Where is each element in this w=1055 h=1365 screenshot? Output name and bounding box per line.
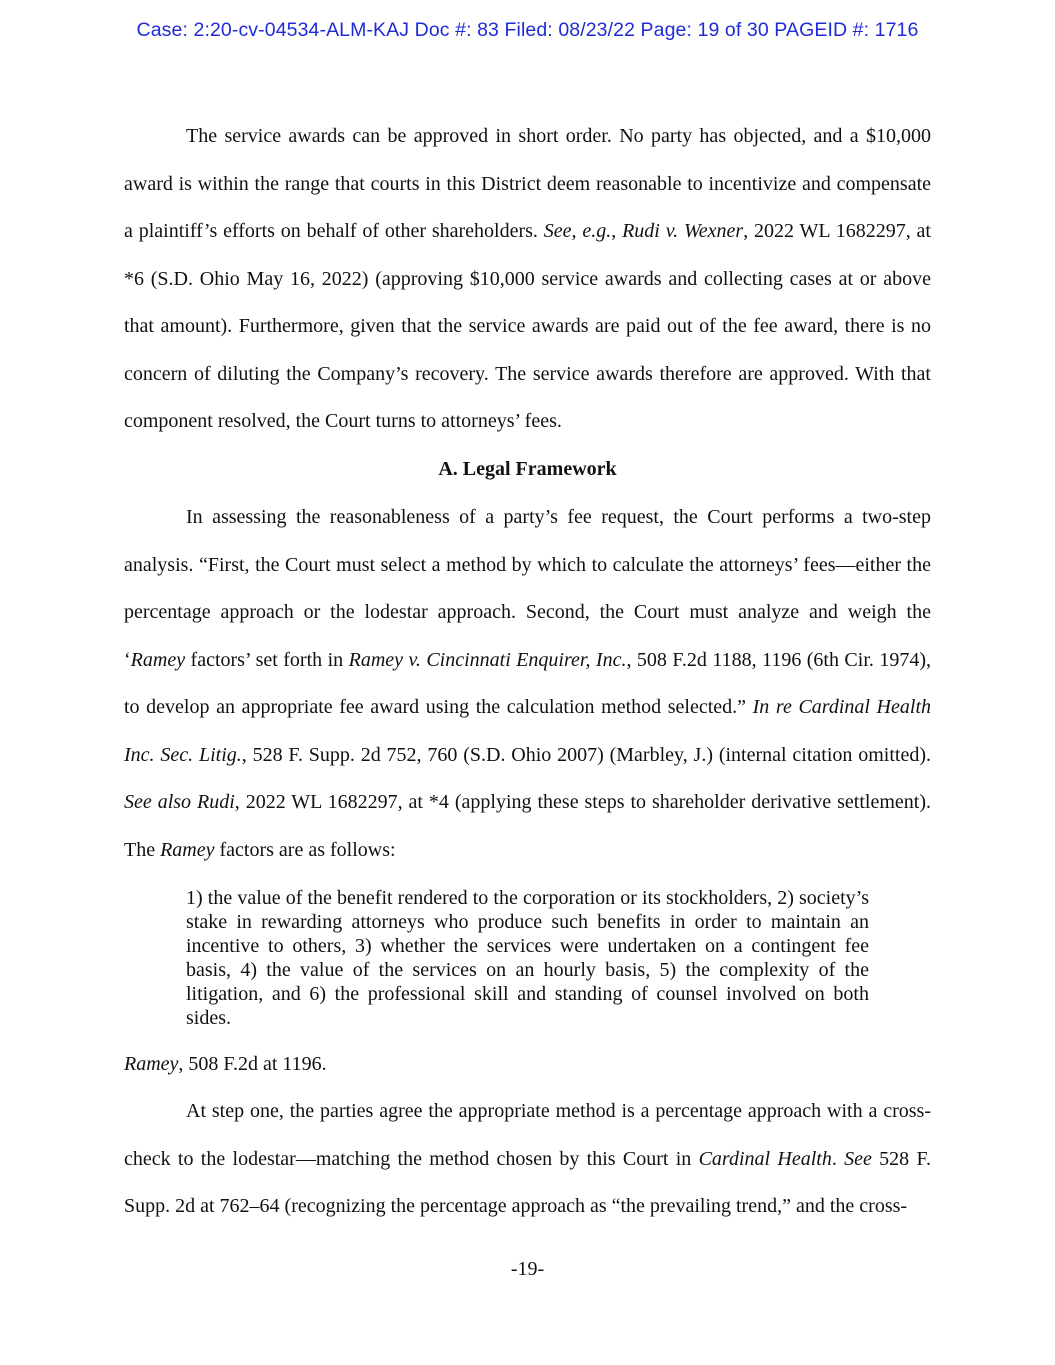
citation-signal: See also Rudi: [124, 791, 235, 813]
case-name: Cardinal Health: [698, 1147, 832, 1170]
paragraph-legal-framework: [124, 494, 931, 874]
case-name: Ramey: [124, 1053, 179, 1075]
paragraph-service-awards: [124, 113, 931, 446]
quote-citation: [124, 1041, 327, 1089]
paragraph-step-one: [124, 1088, 931, 1231]
block-quote-ramey-factors: 1) the value of the benefit rendered to the corporation or its stockholders, 2) society’s stake in rewarding attorneys who produce such benefits in order to maintain an incentive to others, 3) whether the services were undertaken on a contingent fee basis, 4) the value of the services on an hourly basis, 5) the complexity of the litigation, and 6) the professional skill and standing of counsel involved on both sides.: [186, 887, 869, 1029]
case-name: Ramey v. Cincinnati Enquirer, Inc.: [348, 648, 627, 671]
text: factors’ set forth in: [185, 648, 349, 671]
text: At step one, the parties agree the appropriate method is a percentage approach with a cross-check to the lodestar—matching the method chosen by this Court in: [124, 1100, 931, 1170]
text: In assessing the reasonableness of a party’s fee request, the Court performs a two-step analysis. “First, the Court must select a method by which to calculate the attorneys’ fees—either the percentage approach or the lodestar approach. Second, the Court must analyze and weigh the ‘: [124, 506, 931, 671]
section-heading: A. Legal Framework: [438, 458, 617, 480]
text: factors are as follows:: [214, 838, 396, 861]
case-name: Ramey: [130, 648, 186, 671]
text: 528 F. Supp. 2d at 762–64 (recognizing the percentage approach as “the prevailing trend,” and the cross-: [124, 1147, 932, 1217]
text: , 2022 WL 1682297, at *4 (applying these steps to shareholder derivative settlement). The: [124, 791, 931, 861]
text: .: [831, 1147, 845, 1170]
text: ,: [611, 220, 623, 242]
text: , 508 F.2d at 1196.: [178, 1053, 327, 1075]
citation-signal: See: [844, 1147, 872, 1170]
case-name: Rudi v. Wexner: [622, 220, 744, 242]
case-name: Ramey: [160, 838, 215, 861]
citation-signal: See, e.g.: [543, 220, 612, 242]
text: , 2022 WL 1682297, at *6 (S.D. Ohio May 16, 2022) (approving $10,000 service awards and collecting cases at or above that amount). Furthermore, given that the service awards are paid out of the fee award, there is no concern of diluting the Company’s recovery. The service awards therefore are approved. With that component resolved, the Court turns to attorneys’ fees.: [124, 220, 931, 432]
case-name: In re Cardinal Health Inc. Sec. Litig.: [124, 696, 931, 766]
page-number: -19-: [510, 1258, 545, 1280]
text: The service awards can be approved in short order. No party has objected, and a $10,000 award is within the range that courts in this District deem reasonable to incentivize and compensate a plaintiff’s efforts on behalf of other shareholders.: [124, 125, 931, 242]
case-header: Case: 2:20-cv-04534-ALM-KAJ Doc #: 83 Filed: 08/23/22 Page: 19 of 30 PAGEID #: 1716: [136, 19, 919, 41]
text: , 528 F. Supp. 2d 752, 760 (S.D. Ohio 2007) (Marbley, J.) (internal citation omitted).: [241, 743, 931, 766]
text: , 508 F.2d 1188, 1196 (6th Cir. 1974), to develop an appropriate fee award using the calculation method selected.”: [124, 648, 932, 718]
